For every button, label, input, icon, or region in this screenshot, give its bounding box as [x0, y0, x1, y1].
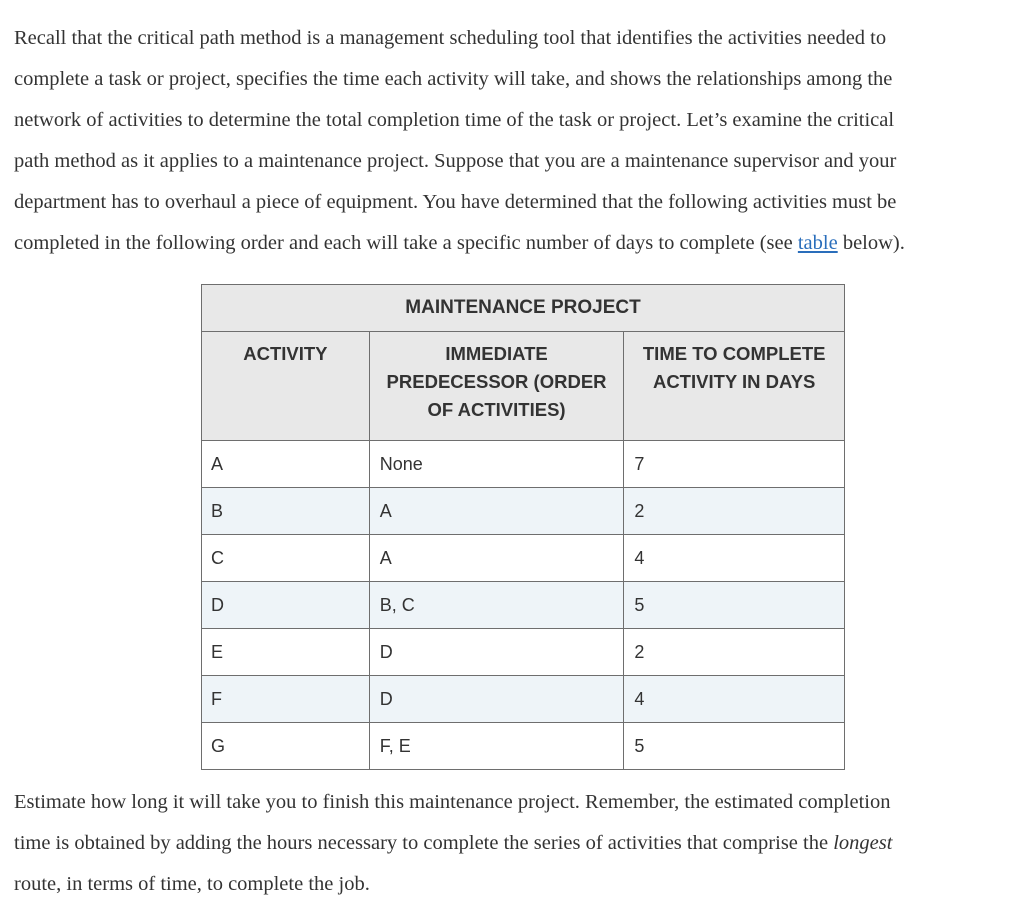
intro-paragraph	[14, 18, 1014, 264]
predecessor-cell: F, E	[369, 723, 624, 770]
predecessor-cell: D	[369, 676, 624, 723]
predecessor-cell: B, C	[369, 582, 624, 629]
header-time-to-complete: TIME TO COMPLETE ACTIVITY IN DAYS	[624, 332, 845, 441]
intro-line: department has to overhaul a piece of equipment. You have determined that the following activities must be	[14, 191, 897, 213]
activity-cell: G	[202, 723, 370, 770]
intro-line: Recall that the critical path method is a management scheduling tool that identifies the activities needed to	[14, 27, 887, 49]
days-cell: 5	[624, 723, 845, 770]
intro-line: complete a task or project, specifies the time each activity will take, and shows the relationships among the	[14, 68, 893, 90]
activity-cell: D	[202, 582, 370, 629]
days-cell: 2	[624, 629, 845, 676]
intro-line-text: completed in the following order and each will take a specific number of days to complete (see	[14, 232, 798, 254]
header-activity: ACTIVITY	[202, 332, 370, 441]
table-row	[202, 488, 845, 535]
outro-paragraph	[14, 782, 1014, 905]
activity-cell: E	[202, 629, 370, 676]
outro-line	[14, 823, 1014, 864]
intro-line-text: below).	[837, 232, 905, 254]
header-immediate-predecessor: IMMEDIATE PREDECESSOR (ORDER OF ACTIVITIES)	[369, 332, 624, 441]
activity-cell: C	[202, 535, 370, 582]
outro-line: route, in terms of time, to complete the job.	[14, 873, 370, 895]
predecessor-cell: None	[369, 441, 624, 488]
table-row	[202, 441, 845, 488]
days-cell: 7	[624, 441, 845, 488]
table-row	[202, 723, 845, 770]
days-cell: 4	[624, 676, 845, 723]
table-row	[202, 535, 845, 582]
intro-line-last	[14, 223, 1014, 264]
days-cell: 5	[624, 582, 845, 629]
activity-cell: A	[202, 441, 370, 488]
days-cell: 2	[624, 488, 845, 535]
predecessor-cell: A	[369, 488, 624, 535]
table-row	[202, 629, 845, 676]
intro-line: network of activities to determine the total completion time of the task or project. Let’s examine the critical	[14, 109, 895, 131]
outro-line-text: time is obtained by adding the hours necessary to complete the series of activities that comprise the	[14, 832, 834, 854]
table-link[interactable]: table	[797, 232, 838, 254]
emphasis-longest: longest	[833, 832, 893, 854]
outro-line: Estimate how long it will take you to finish this maintenance project. Remember, the estimated completion	[14, 791, 891, 813]
predecessor-cell: D	[369, 629, 624, 676]
days-cell: 4	[624, 535, 845, 582]
predecessor-cell: A	[369, 535, 624, 582]
intro-line: path method as it applies to a maintenance project. Suppose that you are a maintenance supervisor and your	[14, 150, 897, 172]
table-row	[202, 676, 845, 723]
activity-cell: B	[202, 488, 370, 535]
table-row	[202, 582, 845, 629]
table-caption: MAINTENANCE PROJECT	[202, 285, 845, 332]
activity-cell: F	[202, 676, 370, 723]
maintenance-project-table	[201, 284, 845, 770]
